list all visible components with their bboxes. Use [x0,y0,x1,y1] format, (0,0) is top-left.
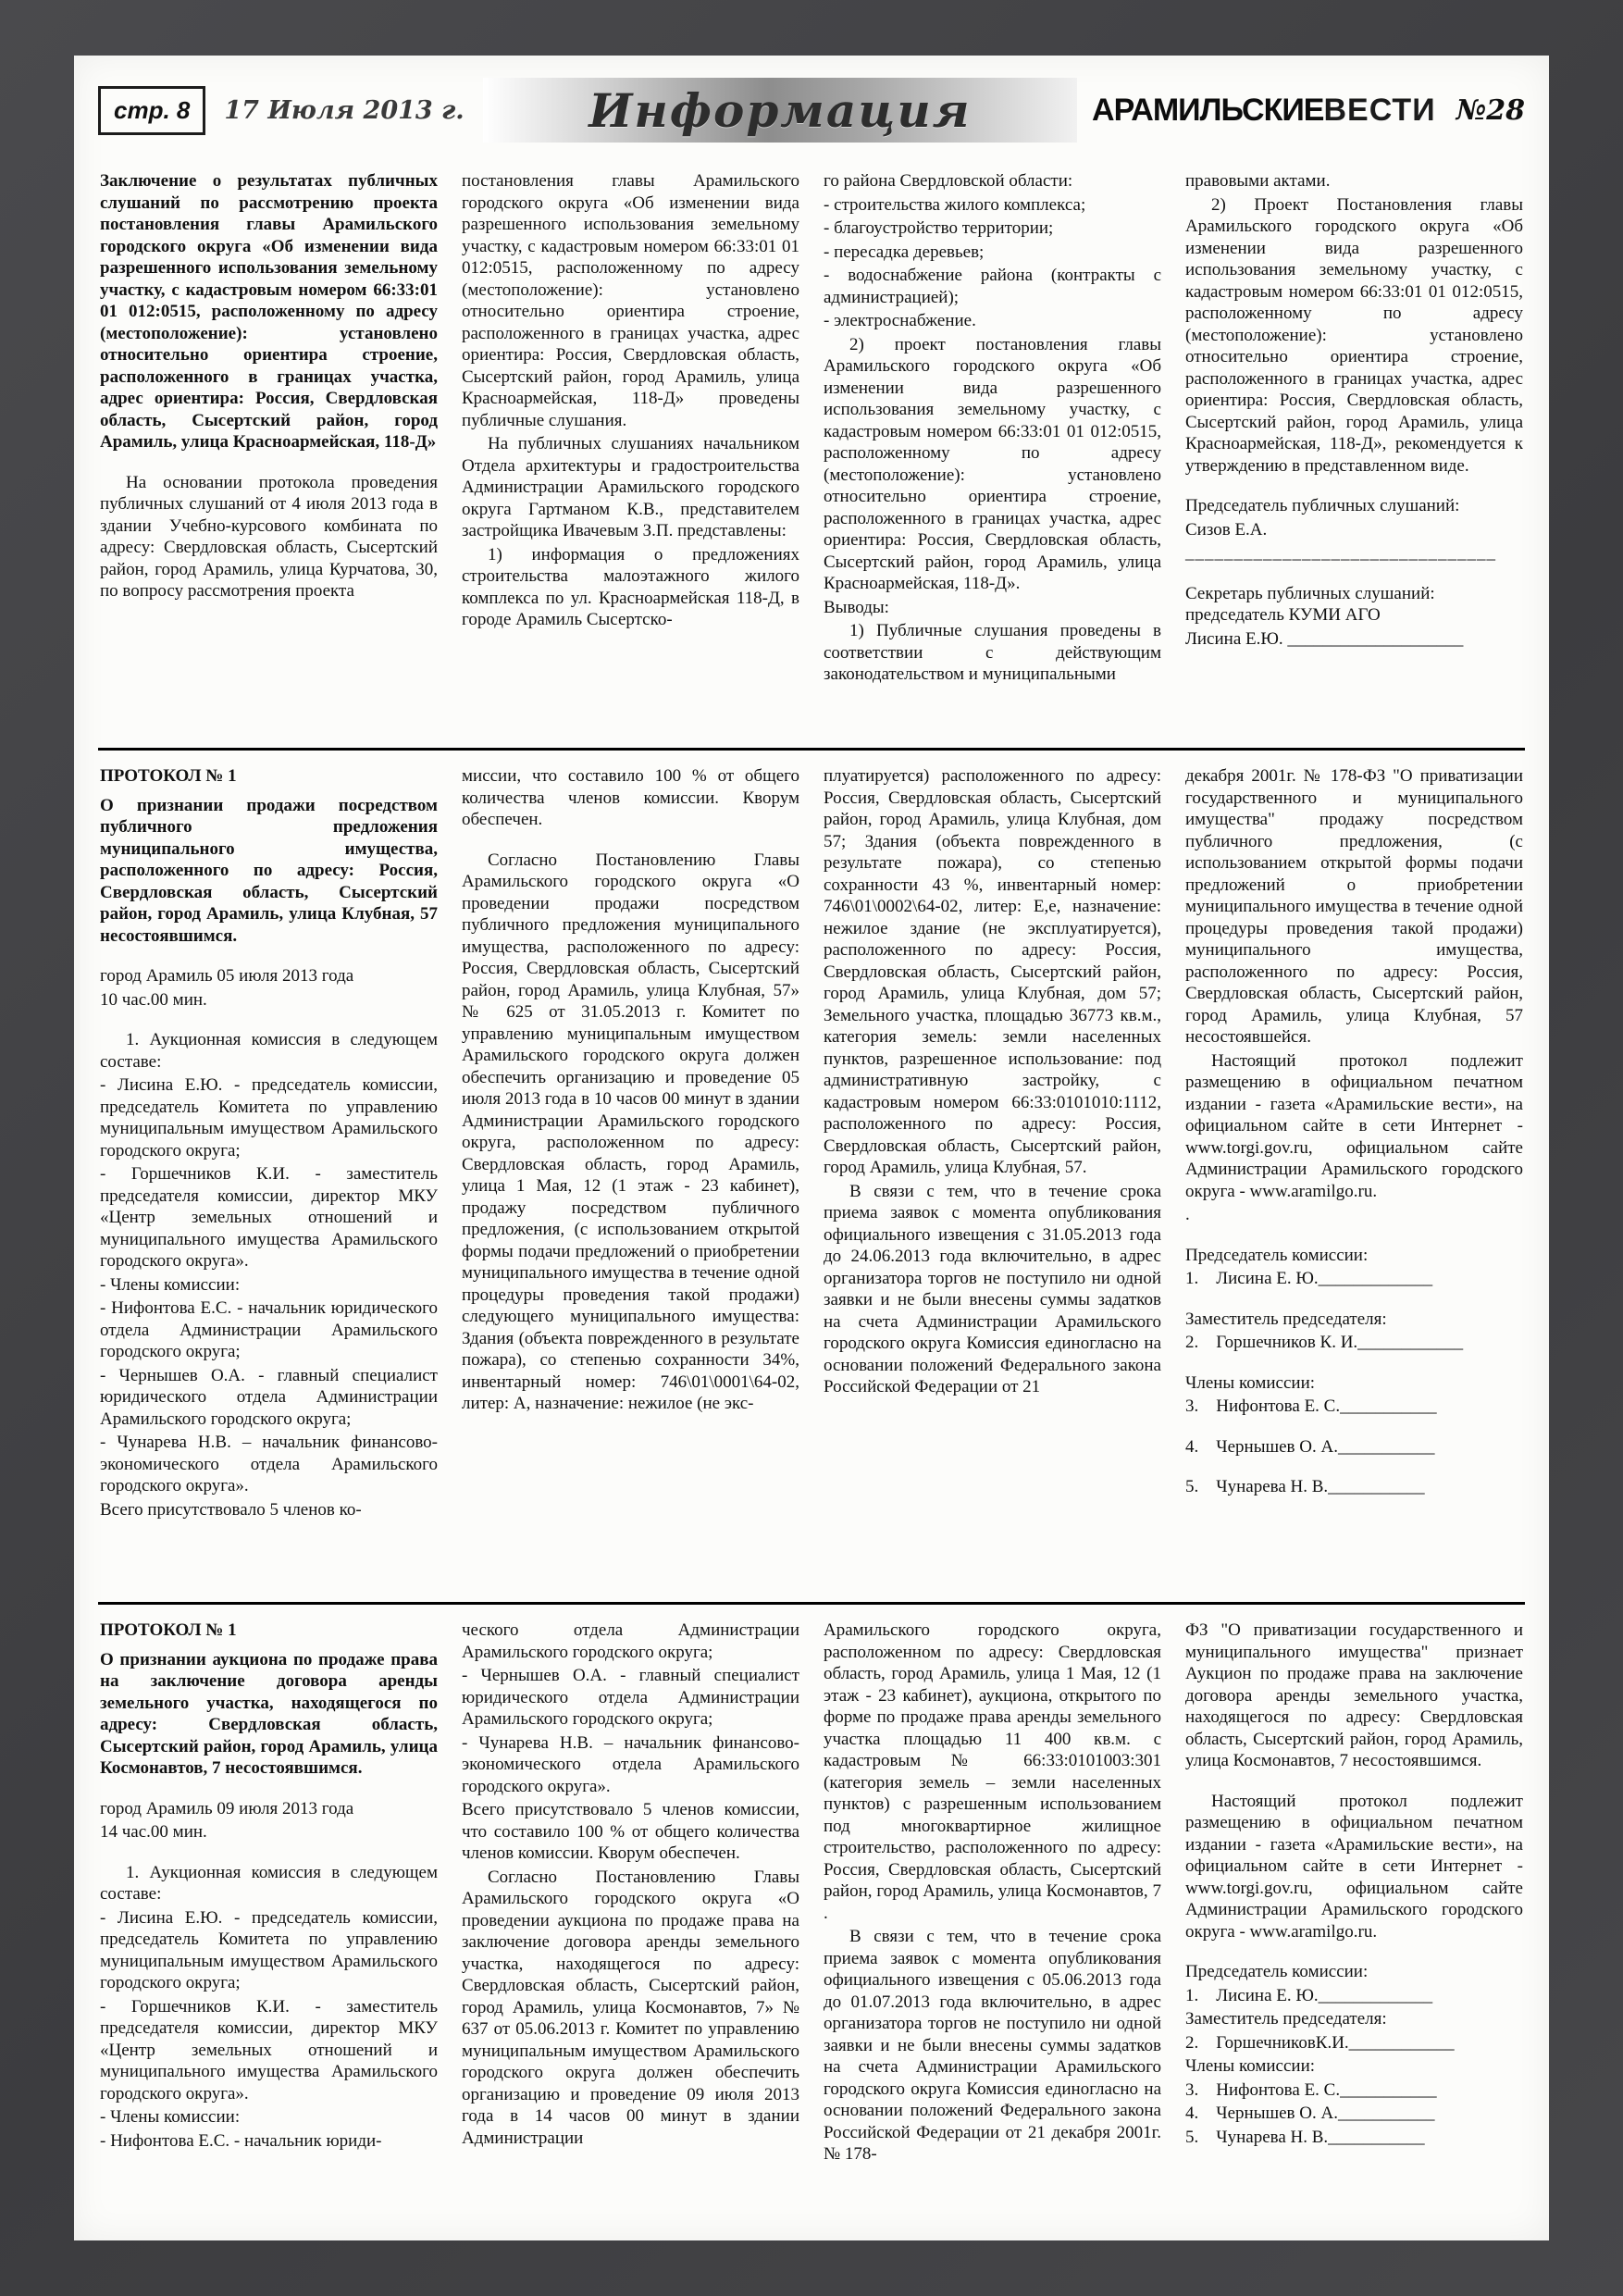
article-heading: О признании аукциона по продаже права на заключение договора аренды земельного участка, находящегося по адресу: Свердловская область, Сысертский район, город Арамиль, улица Космонавтов, 7 несостоявшимся. [100,1649,438,1778]
paragraph: Сизов Е.А. [1185,519,1268,540]
paragraph: - Нифонтова Е.С. - начальник юридического отдела Администрации Арамильского городского округа; [100,1298,438,1361]
paragraph: На основании протокола проведения публичных слушаний от 4 июля 2013 года в здании Учебно-курсового комбината по адресу: Свердловская область, Сысертский район, город Арамиль, улица Курчатова, 30, по вопросу рассмотрения проекта [100,472,438,601]
paragraph: - Чунарева Н.В. – начальник финансово-экономического отдела Арамильского городского округа». [462,1732,799,1796]
paragraph: 2) проект постановления главы Арамильского городского округа «Об изменении вида разрешенного использования земельному участку, с кадастровым номером 66:33:01 01 012:0515, расположенному по адресу (местоположение): установлено относительно ориентира строение, расположенного в границах участка, адрес ориентира: Россия, Свердловская область, Сысертский район, город Арамиль, улица Красноармейская, 118-Д». [824,334,1161,593]
paragraph: - благоустройство территории; [824,218,1054,238]
paragraph: ческого отдела Администрации Арамильского городского округа; [462,1620,799,1662]
paragraph: 5. Чунарева Н. В.___________ [1185,1477,1425,1496]
article1-column-4 [1185,170,1523,738]
paragraph: - Члены комиссии: [100,1274,241,1295]
paragraph: - Чернышев О.А. - главный специалист юридического отдела Администрации Арамильского городского округа; [462,1666,799,1729]
page-number: стр. 8 [98,86,205,135]
section-title: Информация [588,82,972,138]
paragraph: 2. ГоршечниковК.И.____________ [1185,2032,1455,2053]
article2-column-1 [100,765,438,1593]
issue-number: №28 [1456,93,1525,127]
paragraph: миссии, что составило 100 % от общего количества членов комиссии. Кворум обеспечен. [462,766,799,829]
paragraph: - Лисина Е.Ю. - председатель комиссии, председатель Комитета по управлению муниципальным имуществом Арамильского городского округа; [100,1075,438,1160]
article1-column-2 [462,170,799,738]
issue-date: 17 Июля 2013 г. [224,95,465,125]
paragraph: В связи с тем, что в течение срока приема заявок с момента опубликования официального извещения с 31.05.2013 года до 24.06.2013 года включительно, в адрес организатора торгов не поступило ни одной заявки и не были внесены суммы задатков на счета Администрации Арамильского городского округа Комиссия единогласно на основании положений Федерального закона Российской Федерации от 21 [824,1181,1161,1396]
paragraph: В связи с тем, что в течение срока приема заявок с момента опубликования официального извещения с 05.06.2013 года до 01.07.2013 года включительно, в адрес организатора торгов не поступило ни одной заявки и не были внесены суммы задатков на счета Администрации Арамильского городского округа Комиссия единогласно на основании положений Федерального закона Российской Федерации от 21 декабря 2001г. № 178- [824,1927,1161,2164]
article2-column-2 [462,765,799,1593]
article3-column-2 [462,1620,799,2216]
paragraph: 1. Аукционная комиссия в следующем составе: [100,1030,438,1072]
paragraph: Заместитель председателя: [1185,2009,1387,2029]
paragraph: Члены комиссии: [1185,2056,1316,2076]
newspaper-brand [1092,93,1436,129]
paragraph: - Нифонтова Е.С. - начальник юриди- [100,2130,382,2151]
paragraph: 3. Нифонтова Е. С.___________ [1185,2079,1437,2100]
paragraph: правовыми актами. [1185,171,1331,191]
paragraph: - электроснабжение. [824,311,976,330]
paragraph: . [1185,1205,1190,1224]
article-heading: ПРОТОКОЛ № 1 [100,766,237,786]
paragraph: - водоснабжение района (контракты с администрацией); [824,266,1161,307]
paragraph: 2) Проект Постановления главы Арамильского городского округа «Об изменении вида разрешенного использования земельному участку, с кадастровым номером 66:33:01 01 012:0515, расположенному по адресу (местоположение): установлено относительно ориентира строение, расположенного в границах участка, адрес ориентира: Россия, Свердловская область, Сысертский район, город Арамиль, улица Красноармейская, 118-Д», рекомендуется к утверждению в представленном виде. [1185,194,1523,476]
paragraph: 4. Чернышев О. А.___________ [1185,1436,1435,1457]
paragraph: - Чернышев О.А. - главный специалист юридического отдела Администрации Арамильского городского округа; [100,1365,438,1429]
article3-column-3 [824,1620,1161,2216]
paragraph: - Горшечников К.И. - заместитель председателя комиссии, директор МКУ «Центр земельных отношений и муниципального имущества Арамильского городского округа». [100,1164,438,1271]
article3-column-4 [1185,1620,1523,2216]
paragraph: Председатель комиссии: [1185,1962,1369,1981]
paragraph: плуатируется) расположенного по адресу: Россия, Свердловская область, Сысертский район, город Арамиль, улица Клубная, дом 57; Здания (объекта поврежденного в результате пожара), со степенью сохранности 43 %, инвентарный номер: 746\01\0002\64-02, литер: Е,е, назначение: нежилое здание (не эксплуатируется), расположенного по адресу: Россия, Свердловская область, Сысертский район, город Арамиль, улица Клубная, дом 57; Земельного участка, площадью 36773 кв.м., категория земель: земли населенных пунктов, разрешенное использование: под административную застройку, с кадастровым номером 66:33:0101010:1112, расположенного по адресу: Россия, Свердловская область, Сысертский район, город Арамиль, улица Клубная, 57. [824,766,1161,1177]
brand-part-vesti: ВЕСТИ [1323,92,1436,128]
paragraph: город Арамиль 09 июля 2013 года [100,1798,354,1818]
paragraph: 5. Чунарева Н. В.___________ [1185,2127,1425,2147]
paragraph: Арамильского городского округа, расположенном по адресу: Свердловская область, город Арамиль, улица 1 Мая, 12 (1 этаж - 23 кабинет), аукциона, открытого по форме по продаже права аренды земельного участка площадью 11 400 кв.м. с кадастровым № 66:33:0101003:301 (категория земель – земли населенных пунктов) с разрешенным использованием под многоквартирное жилищное строительство, расположенного по адресу: Россия, Свердловская область, Сысертский район, город Арамиль, улица Космонавтов, 7 . [824,1620,1161,1923]
article-protocol-sale [96,751,1527,1602]
article-heading: О признании продажи посредством публичного предложения муниципального имущества, расположенного по адресу: Россия, Свердловская область, Сысертский район, город Арамиль, улица Клубная, 57 несостоявшимся. [100,795,438,946]
paragraph: 4. Чернышев О. А.___________ [1185,2104,1435,2123]
paragraph: ________________________________ [1185,543,1496,563]
paragraph: 1) Публичные слушания проведены в соответствии с действующим законодательством и муниципальными [824,621,1161,684]
newspaper-page [74,56,1549,2240]
paragraph: 1. Аукционная комиссия в следующем составе: [100,1862,438,1904]
article-heading: ПРОТОКОЛ № 1 [100,1620,237,1640]
paragraph: го района Свердловской области: [824,171,1073,191]
paragraph: Всего присутствовало 5 членов ко- [100,1499,362,1520]
section-banner [483,78,1077,143]
paragraph: На публичных слушаниях начальником Отдела архитектуры и градостроительства Администрации Арамильского городского округа Гартманом К.В., представителем застройщика Ивачевым З.П. представлены: [462,434,799,540]
article-heading: Заключение о результатах публичных слушаний по рассмотрению проекта постановления главы Арамильского городского округа «Об изменении вида разрешенного использования земельному участку, с кадастровым номером 66:33:01 01 012:0515, расположенному по адресу (местоположение): установлено относительно ориентира строение, расположенного в границах участка, адрес ориентира: Россия, Свердловская область, Сысертский район, город Арамиль, улица Красноармейская, 118-Д» [100,171,438,452]
paragraph: - Лисина Е.Ю. - председатель комиссии, председатель Комитета по управлению муниципальным имуществом Арамильского городского округа; [100,1907,438,1992]
paragraph: Председатель комиссии: [1185,1245,1369,1265]
paragraph: 2. Горшечников К. И.____________ [1185,1333,1464,1352]
paragraph: - Члены комиссии: [100,2107,241,2127]
paragraph: декабря 2001г. № 178-ФЗ "О приватизации государственного и муниципального имущества" продажу посредством публичного предложения, (с использованием открытой формы подачи предложений о приобретении муниципального имущества в течение одной процедуры проведения такой продажи) муниципального имущества, расположенного по адресу: Россия, Свердловская область, Сысертский район, город Арамиль, улица Клубная, 57 несостоявшейся. [1185,766,1523,1047]
paragraph: - пересадка деревьев; [824,242,985,262]
article2-column-3 [824,765,1161,1593]
paragraph: Всего присутствовало 5 членов комиссии, что составило 100 % от общего количества членов комиссии. Кворум обеспечен. [462,1800,799,1863]
paragraph: ФЗ "О приватизации государственного и муниципального имущества" признает Аукцион по продаже права на заключение договора аренды земельного участка, находящегося по адресу: Свердловская область, Сысертский район, город Арамиль, улица Космонавтов, 7 несостоявшимся. [1185,1620,1523,1770]
paragraph: 1) информация о предложениях строительства малоэтажного жилого комплекса по ул. Красноармейская 118-Д, в городе Арамиль Сысертско- [462,544,799,629]
paragraph: 1. Лисина Е. Ю._____________ [1185,1269,1433,1288]
masthead [96,67,1527,155]
paragraph: - Горшечников К.И. - заместитель председателя комиссии, директор МКУ «Центр земельных отношений и муниципального имущества Арамильского городского округа». [100,1996,438,2104]
paragraph: Настоящий протокол подлежит размещению в официальном печатном издании - газета «Арамильские вести», на официальном сайте в сети Интернет - www.torgi.gov.ru, официальном сайте Администрации Арамильского городского округа - www.aramilgo.ru. [1185,1791,1523,1942]
paragraph: Секретарь публичных слушаний: председатель КУМИ АГО [1185,583,1435,625]
paragraph: Члены комиссии: [1185,1372,1316,1393]
article-protocol-auction [96,1605,1527,2226]
paragraph: Лисина Е.Ю. ____________________ [1185,628,1464,649]
paragraph: постановления главы Арамильского городского округа «Об изменении вида разрешенного использования земельному участку, с кадастровым номером 66:33:01 01 012:0515, расположенному по адресу (местоположение): установлено относительно ориентира строение, расположенного в границах участка, адрес ориентира: Россия, Свердловская область, Сысертский район, город Арамиль, улица Красноармейская, 118-Д» проведены публичные слушания. [462,171,799,430]
article3-column-1 [100,1620,438,2216]
paragraph: Выводы: [824,597,889,617]
paragraph: Согласно Постановлению Главы Арамильского городского округа «О проведении продажи посредством публичного предложения муниципального имущества, расположенного по адресу: Россия, Свердловская область, Сысертский район, город Арамиль, улица Клубная, 57» № 625 от 31.05.2013 г. Комитет по управлению муниципальным имуществом Арамильского городского округа должен обеспечить организацию и проведение 05 июля 2013 года в 10 часов 00 минут в здании Администрации Арамильского городского округа, расположенном по адресу: Свердловская область, город Арамиль, улица 1 Мая, 12 (1 этаж - 23 кабинет), продажу посредством публичного предложения, (с использованием открытой формы подачи предложений о приобретении муниципального имущества в течение одной процедуры проведения такой продажи) следующего муниципального имущества: Здания (объекта поврежденного в результате пожара), со степенью сохранности 34%, инвентарный номер: 746\01\0001\64-02, литер: А, назначение: нежилое (не экс- [462,850,799,1413]
paragraph: Заместитель председателя: [1185,1309,1387,1329]
paragraph: Согласно Постановлению Главы Арамильского городского округа «О проведении аукциона по продаже права на заключение договора аренды земельного участка, находящегося по адресу: Свердловская область, Сысертский район, город Арамиль, улица Космонавтов, 7» № 637 от 05.06.2013 г. Комитет по управлению муниципальным имуществом Арамильского городского округа должен обеспечить организацию и проведение 09 июля 2013 года в 14 часов 00 минут в здании Администрации [462,1867,799,2148]
paragraph: - строительства жилого комплекса; [824,194,1086,215]
paragraph: 14 час.00 мин. [100,1822,207,1842]
paragraph: - Чунарева Н.В. – начальник финансово-экономического отдела Арамильского городского округа». [100,1433,438,1496]
paragraph: 1. Лисина Е. Ю._____________ [1185,1985,1433,2005]
article1-column-3 [824,170,1161,738]
article1-column-1 [100,170,438,738]
paragraph: город Арамиль 05 июля 2013 года [100,966,354,986]
article2-column-4 [1185,765,1523,1593]
paragraph: Настоящий протокол подлежит размещению в официальном печатном издании - газета «Арамильские вести», на официальном сайте в сети Интернет - www.torgi.gov.ru, официальном сайте Администрации Арамильского городского округа - www.aramilgo.ru. [1185,1050,1523,1201]
article-public-hearings-conclusion [96,155,1527,748]
paragraph: 10 час.00 мин. [100,989,207,1010]
brand-part-aramilskie: АРАМИЛЬСКИЕ [1092,92,1324,128]
paragraph: Председатель публичных слушаний: [1185,496,1460,515]
paragraph: 3. Нифонтова Е. С.___________ [1185,1396,1437,1416]
